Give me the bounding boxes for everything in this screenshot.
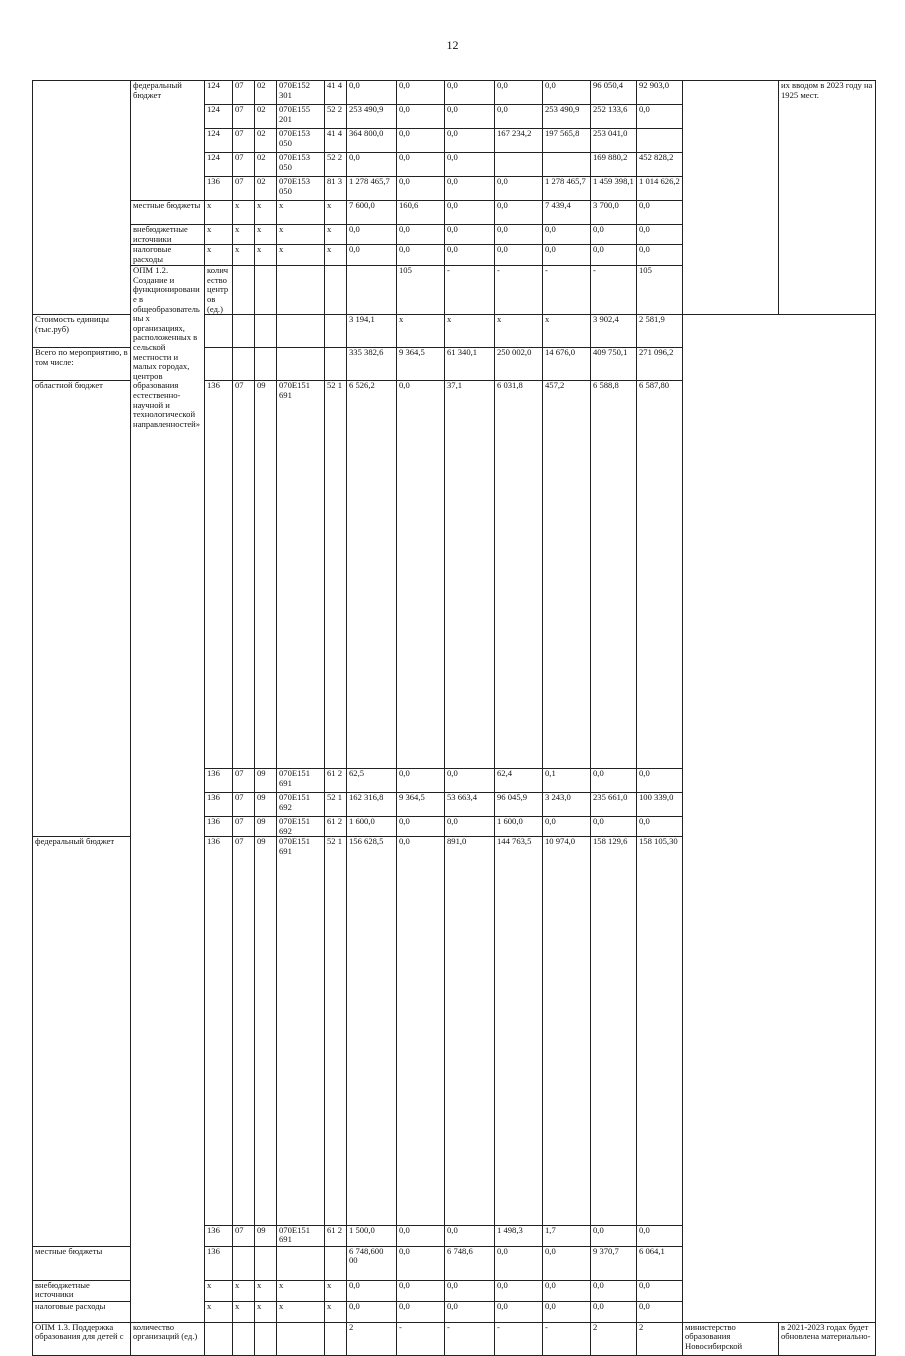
table-cell: x — [205, 1280, 233, 1301]
table-cell: x — [325, 201, 347, 225]
table-cell: 3 243,0 — [543, 793, 591, 817]
table-cell: - — [445, 1322, 495, 1355]
table-row — [33, 1322, 876, 1355]
table-cell: 02 — [255, 81, 277, 105]
table-cell: 156 628,5 — [347, 837, 397, 1225]
table-cell: 0,0 — [495, 225, 543, 245]
table-cell — [255, 348, 277, 381]
table-cell: 6 588,8 — [591, 381, 637, 769]
table-cell — [495, 153, 543, 177]
table-cell: x — [325, 1301, 347, 1322]
table-cell: 0,0 — [397, 225, 445, 245]
table-cell: 136 — [205, 837, 233, 1225]
table-cell: 0,0 — [591, 1280, 637, 1301]
table-cell: 3 700,0 — [591, 201, 637, 225]
table-cell: 136 — [205, 1246, 233, 1280]
table-cell: 0,0 — [637, 1225, 683, 1246]
table-cell: - — [445, 266, 495, 315]
table-cell: 96 045,9 — [495, 793, 543, 817]
table-cell: 124 — [205, 153, 233, 177]
table-cell: 02 — [255, 177, 277, 201]
table-cell: 53 663,4 — [445, 793, 495, 817]
table-cell: x — [325, 1280, 347, 1301]
table-cell: 3 194,1 — [347, 315, 397, 348]
table-cell: областной бюджет — [33, 381, 131, 837]
table-cell: 235 661,0 — [591, 793, 637, 817]
table-cell: 0,1 — [543, 769, 591, 793]
table-cell: 61 2 — [325, 817, 347, 837]
table-cell: x — [205, 245, 233, 266]
table-cell: 0,0 — [397, 381, 445, 769]
table-cell: 52 1 — [325, 381, 347, 769]
table-cell: 0,0 — [495, 201, 543, 225]
table-cell: 0,0 — [637, 817, 683, 837]
table-cell — [205, 348, 233, 381]
table-cell: 62,5 — [347, 769, 397, 793]
table-cell: 52 2 — [325, 105, 347, 129]
table-cell: 0,0 — [591, 769, 637, 793]
table-cell: 41 4 — [325, 81, 347, 105]
table-cell: 1 278 465,7 — [543, 177, 591, 201]
table-cell: 6 748,600 00 — [347, 1246, 397, 1280]
table-cell: x — [277, 1301, 325, 1322]
table-cell: 136 — [205, 817, 233, 837]
table-cell: 09 — [255, 381, 277, 769]
table-cell: x — [205, 225, 233, 245]
table-cell: x — [233, 225, 255, 245]
table-cell: 0,0 — [445, 817, 495, 837]
table-cell: 070E155 201 — [277, 105, 325, 129]
table-cell: x — [255, 1280, 277, 1301]
table-cell: x — [495, 315, 543, 348]
table-cell: x — [205, 201, 233, 225]
table-cell: x — [277, 225, 325, 245]
table-cell: 81 3 — [325, 177, 347, 201]
table-cell: 62,4 — [495, 769, 543, 793]
table-cell: 891,0 — [445, 837, 495, 1225]
table-cell — [233, 1322, 255, 1355]
table-cell: 6 748,6 — [445, 1246, 495, 1280]
table-cell: 105 — [397, 266, 445, 315]
table-cell: 37,1 — [445, 381, 495, 769]
table-cell: 0,0 — [591, 1225, 637, 1246]
table-cell: 07 — [233, 837, 255, 1225]
table-cell: 0,0 — [445, 1301, 495, 1322]
table-cell — [347, 266, 397, 315]
table-cell: 61 2 — [325, 1225, 347, 1246]
table-cell: 41 4 — [325, 129, 347, 153]
table-cell: 07 — [233, 769, 255, 793]
table-cell: 0,0 — [397, 245, 445, 266]
table-cell: 61 2 — [325, 769, 347, 793]
table-cell: 10 974,0 — [543, 837, 591, 1225]
table-cell — [543, 153, 591, 177]
table-cell: 0,0 — [445, 129, 495, 153]
table-cell: x — [255, 1301, 277, 1322]
table-cell: 02 — [255, 129, 277, 153]
table-cell: 1 459 398,1 — [591, 177, 637, 201]
table-cell — [233, 1246, 255, 1280]
table-cell: 253 490,9 — [543, 105, 591, 129]
table-cell — [277, 315, 325, 348]
table-cell: 0,0 — [637, 1280, 683, 1301]
table-cell — [325, 1246, 347, 1280]
table-cell: 169 880,2 — [591, 153, 637, 177]
table-cell: 136 — [205, 793, 233, 817]
table-cell: 162 316,8 — [347, 793, 397, 817]
table-cell: 136 — [205, 177, 233, 201]
table-cell — [277, 1246, 325, 1280]
table-cell: x — [233, 201, 255, 225]
table-cell: 1 500,0 — [347, 1225, 397, 1246]
table-cell: 070E153 050 — [277, 177, 325, 201]
table-cell: 144 763,5 — [495, 837, 543, 1225]
table-cell: 0,0 — [495, 177, 543, 201]
table-cell: 0,0 — [445, 201, 495, 225]
table-cell: 92 903,0 — [637, 81, 683, 105]
table-cell: 0,0 — [637, 245, 683, 266]
table-cell: 52 2 — [325, 153, 347, 177]
table-cell: 124 — [205, 105, 233, 129]
table-cell: 0,0 — [591, 225, 637, 245]
table-cell: x — [277, 201, 325, 225]
table-cell: 070E151 691 — [277, 769, 325, 793]
table-cell: 0,0 — [347, 81, 397, 105]
table-cell: 335 382,6 — [347, 348, 397, 381]
table-cell: 070E151 692 — [277, 793, 325, 817]
table-cell: 9 364,5 — [397, 793, 445, 817]
table-cell — [277, 1322, 325, 1355]
table-cell: налоговые расходы — [33, 1301, 131, 1322]
table-cell: 0,0 — [637, 225, 683, 245]
table-cell: 0,0 — [397, 817, 445, 837]
table-cell — [637, 129, 683, 153]
table-cell: 253 041,0 — [591, 129, 637, 153]
table-cell: - — [543, 266, 591, 315]
table-cell: 253 490,9 — [347, 105, 397, 129]
table-cell — [205, 1322, 233, 1355]
table-cell: 0,0 — [495, 1280, 543, 1301]
table-row — [33, 81, 876, 105]
table-cell: x — [543, 315, 591, 348]
table-cell: 0,0 — [397, 837, 445, 1225]
table-cell — [255, 266, 277, 315]
table-cell: 0,0 — [495, 1246, 543, 1280]
table-cell: 9 370,7 — [591, 1246, 637, 1280]
table-cell: Всего по мероприятию, в том числе: — [33, 348, 131, 381]
table-cell: 136 — [205, 769, 233, 793]
table-cell: 0,0 — [397, 105, 445, 129]
table-cell: 2 — [637, 1322, 683, 1355]
table-cell: 070E153 050 — [277, 153, 325, 177]
table-cell: 070E151 692 — [277, 817, 325, 837]
table-cell: 0,0 — [637, 201, 683, 225]
table-cell: 0,0 — [495, 245, 543, 266]
table-cell: 07 — [233, 81, 255, 105]
table-cell: их вводом в 2023 году на 1925 мест. — [779, 81, 876, 315]
table-cell: 0,0 — [397, 1301, 445, 1322]
table-cell: 452 828,2 — [637, 153, 683, 177]
table-cell: 0,0 — [543, 245, 591, 266]
table-cell: местные бюджеты — [131, 201, 205, 225]
table-cell: 271 096,2 — [637, 348, 683, 381]
table-cell: 52 1 — [325, 793, 347, 817]
table-cell: 409 750,1 — [591, 348, 637, 381]
table-cell: 09 — [255, 793, 277, 817]
table-cell: 02 — [255, 105, 277, 129]
table-cell: 364 800,0 — [347, 129, 397, 153]
table-cell: 070E151 691 — [277, 381, 325, 769]
table-cell: 0,0 — [445, 1280, 495, 1301]
table-cell: 6 031,8 — [495, 381, 543, 769]
table-cell — [233, 266, 255, 315]
table-cell: - — [397, 1322, 445, 1355]
table-cell: внебюджетные источники — [33, 1280, 131, 1301]
table-cell: 0,0 — [495, 105, 543, 129]
table-cell — [683, 81, 779, 315]
table-cell: x — [277, 1280, 325, 1301]
table-cell — [33, 81, 131, 315]
table-cell: 0,0 — [445, 105, 495, 129]
table-cell: 070E151 691 — [277, 837, 325, 1225]
table-cell: 0,0 — [347, 1301, 397, 1322]
table-cell: 0,0 — [637, 769, 683, 793]
table-cell: 0,0 — [397, 129, 445, 153]
table-cell: количество организаций (ед.) — [131, 1322, 205, 1355]
table-cell: 0,0 — [397, 81, 445, 105]
table-cell — [277, 348, 325, 381]
table-cell: 6 064,1 — [637, 1246, 683, 1280]
table-cell: x — [277, 245, 325, 266]
table-cell: 2 — [347, 1322, 397, 1355]
table-cell: 070E151 691 — [277, 1225, 325, 1246]
table-cell: 252 133,6 — [591, 105, 637, 129]
table-cell: 0,0 — [397, 1280, 445, 1301]
table-cell: 136 — [205, 381, 233, 769]
table-cell: x — [205, 1301, 233, 1322]
table-cell: 2 581,9 — [637, 315, 683, 348]
table-cell: 0,0 — [397, 769, 445, 793]
table-cell: 07 — [233, 129, 255, 153]
table-cell: министерство образования Новосибирской — [683, 1322, 779, 1355]
table-cell: 100 339,0 — [637, 793, 683, 817]
table-cell: 070E152 301 — [277, 81, 325, 105]
financing-table — [32, 80, 876, 1356]
page-number: 12 — [446, 38, 459, 52]
table-cell: 07 — [233, 817, 255, 837]
table-cell: - — [495, 266, 543, 315]
table-cell: 0,0 — [543, 1246, 591, 1280]
table-cell: 1,7 — [543, 1225, 591, 1246]
table-cell: x — [233, 1301, 255, 1322]
table-cell: 0,0 — [445, 769, 495, 793]
table-cell: x — [445, 315, 495, 348]
table-cell: 160,6 — [397, 201, 445, 225]
table-cell: 0,0 — [445, 1225, 495, 1246]
table-cell: 0,0 — [637, 1301, 683, 1322]
table-cell: 1 600,0 — [347, 817, 397, 837]
table-cell: 0,0 — [397, 1246, 445, 1280]
table-cell: федеральный бюджет — [131, 81, 205, 201]
table-cell: x — [255, 225, 277, 245]
table-cell: 0,0 — [347, 1280, 397, 1301]
table-cell: x — [233, 245, 255, 266]
table-cell: ОПМ 1.2. Создание и функционирование в общеобразовательны х организациях, расположенных в сельской местности и малых городах, центров образования естественно-научной и технологической направленностей» — [131, 266, 205, 1322]
table-cell: 52 1 — [325, 837, 347, 1225]
table-cell: 0,0 — [543, 1280, 591, 1301]
table-cell: 167 234,2 — [495, 129, 543, 153]
table-cell: 0,0 — [445, 153, 495, 177]
table-cell: 7 439,4 — [543, 201, 591, 225]
table-cell: 0,0 — [445, 245, 495, 266]
table-cell: 0,0 — [543, 225, 591, 245]
table-cell: x — [397, 315, 445, 348]
table-cell: 0,0 — [445, 225, 495, 245]
table-cell: 9 364,5 — [397, 348, 445, 381]
table-cell: 0,0 — [637, 105, 683, 129]
table-cell: 0,0 — [347, 153, 397, 177]
table-cell: 07 — [233, 153, 255, 177]
table-cell: 7 600,0 — [347, 201, 397, 225]
table-cell: 124 — [205, 129, 233, 153]
table-cell — [325, 315, 347, 348]
table-cell: 1 600,0 — [495, 817, 543, 837]
table-cell: 6 526,2 — [347, 381, 397, 769]
table-cell: 0,0 — [347, 225, 397, 245]
table-cell: x — [255, 245, 277, 266]
table-cell: 14 676,0 — [543, 348, 591, 381]
table-cell: 0,0 — [543, 817, 591, 837]
table-cell: 070E153 050 — [277, 129, 325, 153]
table-cell: количество центров (ед.) — [205, 266, 233, 315]
table-cell: 2 — [591, 1322, 637, 1355]
table-cell — [325, 266, 347, 315]
table-cell: 07 — [233, 105, 255, 129]
table-cell: ОПМ 1.3. Поддержка образования для детей с — [33, 1322, 131, 1355]
table-cell — [325, 348, 347, 381]
table-cell: 0,0 — [591, 817, 637, 837]
table-cell: 96 050,4 — [591, 81, 637, 105]
table-cell: x — [325, 225, 347, 245]
table-cell: 0,0 — [591, 1301, 637, 1322]
table-cell: 0,0 — [397, 177, 445, 201]
table-cell: x — [325, 245, 347, 266]
table-cell: 0,0 — [445, 81, 495, 105]
table-cell — [233, 315, 255, 348]
table-cell: - — [495, 1322, 543, 1355]
table-cell: местные бюджеты — [33, 1246, 131, 1280]
table-cell: Стоимость единицы (тыс.руб) — [33, 315, 131, 348]
table-cell: x — [255, 201, 277, 225]
table-cell: 07 — [233, 177, 255, 201]
table-cell — [255, 315, 277, 348]
table-cell — [255, 1246, 277, 1280]
table-cell: 0,0 — [543, 81, 591, 105]
table-cell — [325, 1322, 347, 1355]
table-cell: 3 902,4 — [591, 315, 637, 348]
table-cell: 02 — [255, 153, 277, 177]
table-cell: 1 278 465,7 — [347, 177, 397, 201]
table-cell: 1 014 626,2 — [637, 177, 683, 201]
table-cell: 158 105,30 — [637, 837, 683, 1225]
table-cell: налоговые расходы — [131, 245, 205, 266]
table-cell — [277, 266, 325, 315]
table-cell: 61 340,1 — [445, 348, 495, 381]
table-cell: - — [543, 1322, 591, 1355]
table-cell: 0,0 — [397, 153, 445, 177]
table-cell: 158 129,6 — [591, 837, 637, 1225]
table-cell: 07 — [233, 793, 255, 817]
table-cell — [233, 348, 255, 381]
table-cell: 124 — [205, 81, 233, 105]
table-cell: 0,0 — [591, 245, 637, 266]
table-cell: в 2021-2023 годах будет обновлена материально- — [779, 1322, 876, 1355]
table-cell: 0,0 — [397, 1225, 445, 1246]
table-cell: 0,0 — [347, 245, 397, 266]
table-cell: 1 498,3 — [495, 1225, 543, 1246]
table-cell: - — [591, 266, 637, 315]
table-cell: 09 — [255, 837, 277, 1225]
table-cell: 0,0 — [445, 177, 495, 201]
table-cell: 09 — [255, 1225, 277, 1246]
table-cell: 105 — [637, 266, 683, 315]
table-cell: федеральный бюджет — [33, 837, 131, 1246]
table-cell: 07 — [233, 381, 255, 769]
table-cell: внебюджетные источники — [131, 225, 205, 245]
table-cell: 07 — [233, 1225, 255, 1246]
table-cell: 457,2 — [543, 381, 591, 769]
table-cell: 6 587,80 — [637, 381, 683, 769]
table-cell — [255, 1322, 277, 1355]
table-cell: 197 565,8 — [543, 129, 591, 153]
table-cell: 136 — [205, 1225, 233, 1246]
table-cell: 0,0 — [495, 1301, 543, 1322]
table-cell: 09 — [255, 817, 277, 837]
table-cell: 09 — [255, 769, 277, 793]
table-cell — [205, 315, 233, 348]
table-cell: 0,0 — [543, 1301, 591, 1322]
table-cell: x — [233, 1280, 255, 1301]
table-cell: 0,0 — [495, 81, 543, 105]
table-cell: 250 002,0 — [495, 348, 543, 381]
table-body — [33, 81, 876, 1356]
